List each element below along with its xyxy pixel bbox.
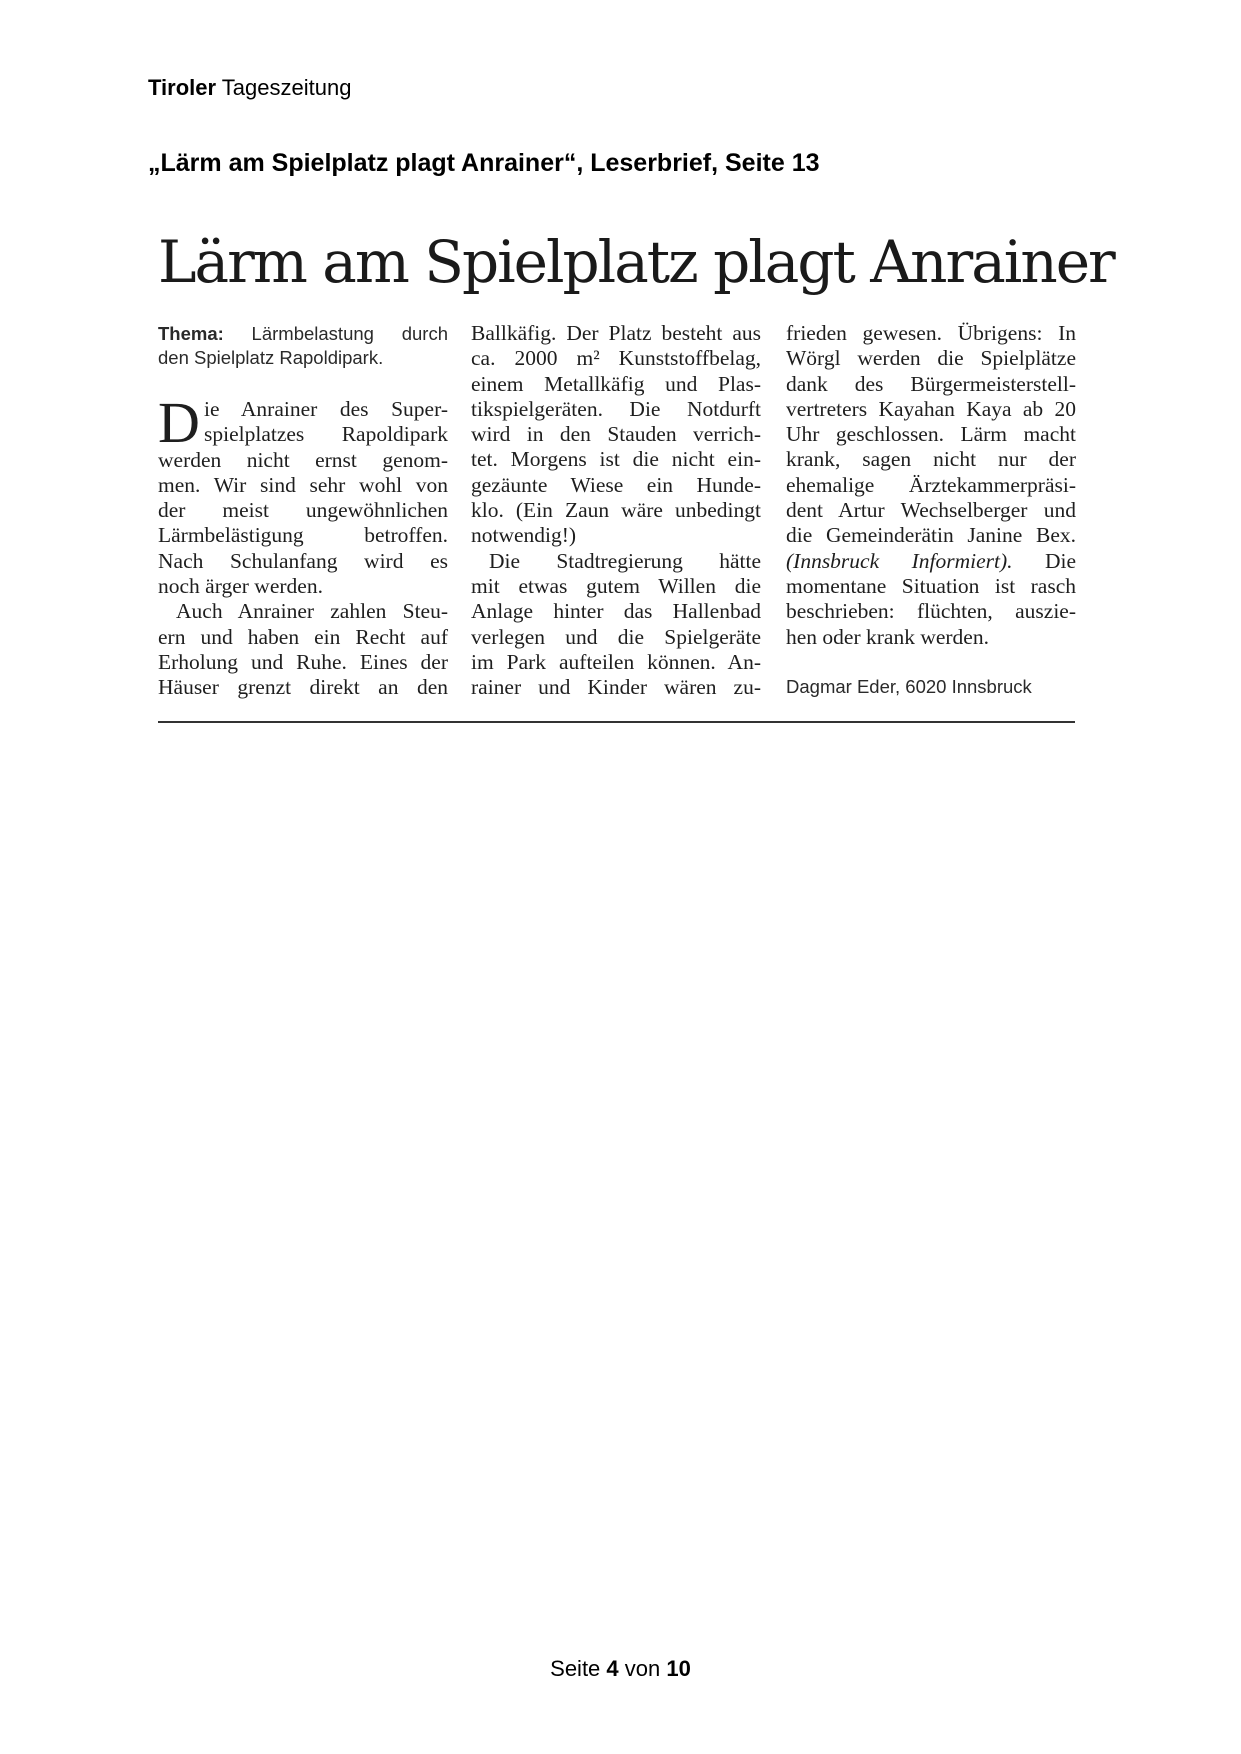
text-line: dent Artur Wechselberger und [786,498,1076,523]
text-line: hen oder krank werden. [786,624,989,649]
footer-middle: von [618,1656,667,1681]
text-fragment: Die [1012,548,1077,573]
text-line: Die Stadtregierung hätte [489,548,761,573]
text-line: Häuser grenzt direkt an den [158,675,448,700]
thema-text: den Spielplatz Rapoldipark. [158,347,384,368]
text-line: Uhr geschlossen. Lärm macht [786,422,1076,447]
text-line [786,549,1076,574]
text-line: krank, sagen nicht nur der [786,447,1076,472]
page-footer [0,1656,1241,1682]
text-line: Nach Schulanfang wird es [158,548,448,573]
text-line: werden nicht ernst genom- [158,447,448,472]
text-line: notwendig!) [471,523,577,548]
source-reference: (Innsbruck Informiert). [786,548,1013,573]
text-line: ehemalige Ärztekammerpräsi- [786,472,1076,497]
article-column-3 [786,321,1076,650]
text-line: Auch Anrainer zahlen Steu- [176,599,448,624]
text-line: im Park aufteilen können. An- [471,649,761,674]
thema-label: Thema: [158,323,224,344]
text-line: spielplatzes Rapoldipark [204,422,448,447]
text-line: tet. Morgens ist die nicht ein- [471,447,761,472]
text-line: men. Wir sind sehr wohl von [158,472,448,497]
thema-text: Lärmbelastung durch [223,323,448,344]
article-column-1 [158,390,448,701]
publication-name-bold: Tiroler [148,75,217,100]
drop-cap: D [158,390,200,455]
article-thema [158,322,448,370]
text-line: Lärmbelästigung betroffen. [158,523,448,548]
text-line: verlegen und die Spielgeräte [471,624,761,649]
article-signature: Dagmar Eder, 6020 Innsbruck [786,676,1032,697]
document-title: „Lärm am Spielplatz plagt Anrainer“, Leserbrief, Seite 13 [148,149,820,177]
text-line: ie Anrainer des Super- [204,397,448,421]
article-divider [158,721,1075,723]
text-line: die Gemeinderätin Janine Bex. [786,523,1076,548]
publication-name-rest: Tageszeitung [221,75,352,100]
text-line: wird in den Stauden verrich- [471,422,761,447]
text-line: ern und haben ein Recht auf [158,624,448,649]
text-line: Erholung und Ruhe. Eines der [158,649,448,674]
footer-prefix: Seite [550,1656,607,1681]
publication-name [148,75,351,101]
text-line: mit etwas gutem Willen die [471,573,761,598]
text-line: frieden gewesen. Übrigens: In [786,321,1076,345]
text-line: ca. 2000 m² Kunststoffbelag, [471,346,761,371]
article-column-2 [471,321,761,700]
text-line: klo. (Ein Zaun wäre unbedingt [471,498,761,523]
text-line: der meist ungewöhnlichen [158,498,448,523]
text-line: Wörgl werden die Spielplätze [786,346,1076,371]
article-headline: Lärm am Spielplatz plagt Anrainer [158,228,1114,296]
text-line: Ballkäfig. Der Platz besteht aus [471,321,761,345]
text-line: noch ärger werden. [158,574,323,599]
current-page-number: 4 [606,1656,619,1681]
text-line: rainer und Kinder wären zu- [471,675,761,700]
text-line: beschrieben: flüchten, auszie- [786,599,1076,624]
text-line: dank des Bürgermeisterstell- [786,371,1076,396]
text-line: vertreters Kayahan Kaya ab 20 [786,396,1076,421]
text-line: gezäunte Wiese ein Hunde- [471,472,761,497]
text-line: einem Metallkäfig und Plas- [471,371,761,396]
text-line: momentane Situation ist rasch [786,573,1076,598]
text-line: tikspielgeräten. Die Notdurft [471,396,761,421]
text-line: Anlage hinter das Hallenbad [471,599,761,624]
total-pages-number: 10 [666,1656,691,1681]
